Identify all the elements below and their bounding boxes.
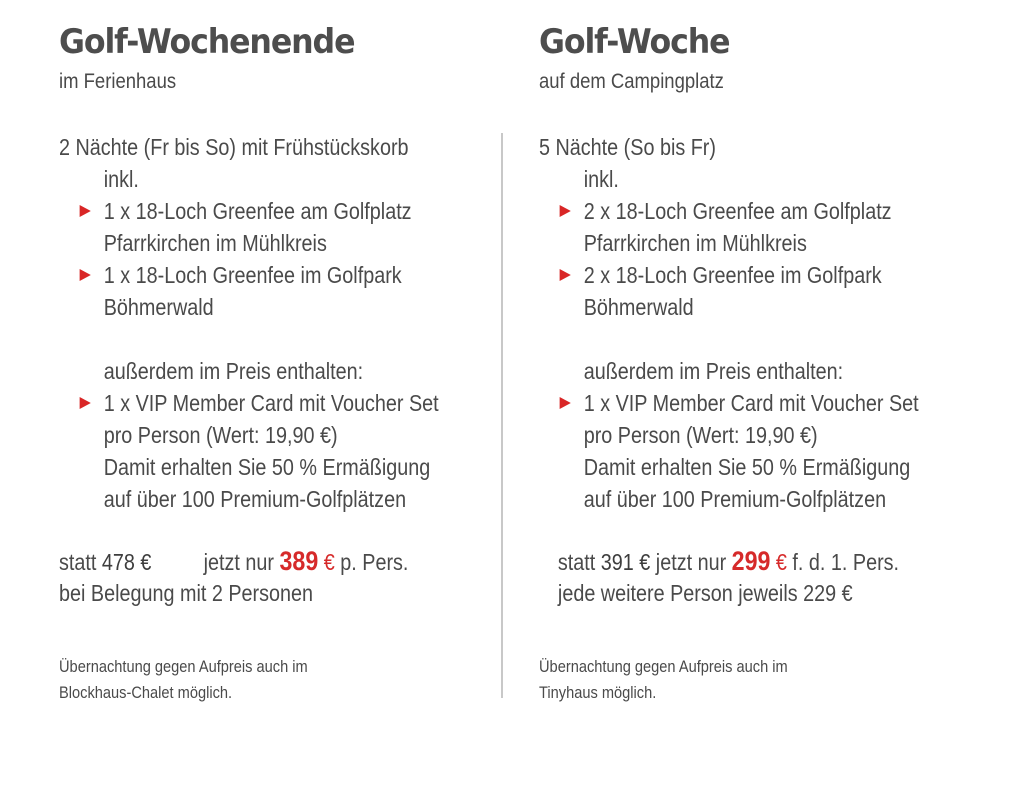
price-line xyxy=(59,545,408,578)
included-item-line: 2 x 18-Loch Greenfee im Golfpark xyxy=(583,262,882,288)
included-item-line: Pfarrkirchen im Mühlkreis xyxy=(583,230,807,256)
extra-item-line: 1 x VIP Member Card mit Voucher Set xyxy=(583,390,919,416)
note-line: Übernachtung gegen Aufpreis auch im xyxy=(59,657,308,676)
extra-item-line: auf über 100 Premium-Golfplätzen xyxy=(583,486,887,512)
triangle-bullet-icon xyxy=(560,269,571,281)
note xyxy=(59,654,308,706)
price-suffix: p. Pers. xyxy=(340,549,409,575)
price-suffix: f. d. 1. Pers. xyxy=(792,549,900,575)
note-line: Blockhaus-Chalet möglich. xyxy=(59,683,233,702)
offer-subtitle: auf dem Campingplatz xyxy=(539,70,724,93)
now-label: jetzt nur xyxy=(655,549,727,575)
extra-heading: außerdem im Preis enthalten: xyxy=(583,358,844,384)
extra-item-line: auf über 100 Premium-Golfplätzen xyxy=(103,486,407,512)
price-line xyxy=(558,545,899,578)
extra-heading: außerdem im Preis enthalten: xyxy=(103,358,364,384)
triangle-bullet-icon xyxy=(560,205,571,217)
statt-label: statt xyxy=(557,549,596,575)
included-item-line: Böhmerwald xyxy=(103,294,214,320)
extra-item-line: Damit erhalten Sie 50 % Ermäßigung xyxy=(583,454,911,480)
note-line: Tinyhaus möglich. xyxy=(539,683,657,702)
extra-item-line: pro Person (Wert: 19,90 €) xyxy=(583,422,818,448)
currency-symbol: € xyxy=(323,549,335,575)
statt-label: statt xyxy=(59,549,97,575)
offer-subtitle: im Ferienhaus xyxy=(59,70,177,93)
old-price: 391 € xyxy=(600,549,651,575)
column-divider xyxy=(501,133,503,698)
new-price: 389 xyxy=(279,546,319,576)
now-label: jetzt nur xyxy=(203,549,275,575)
included-item-line: 2 x 18-Loch Greenfee am Golfplatz xyxy=(583,198,892,224)
note xyxy=(539,654,788,706)
triangle-bullet-icon xyxy=(80,269,91,281)
offer-title: Golf-Woche xyxy=(539,22,730,62)
triangle-bullet-icon xyxy=(80,397,91,409)
offer-title: Golf-Wochenende xyxy=(59,22,355,62)
new-price: 299 xyxy=(731,546,771,576)
intro-text: 2 Nächte (Fr bis So) mit Frühstückskorb xyxy=(59,134,409,160)
extra-item-line: pro Person (Wert: 19,90 €) xyxy=(103,422,338,448)
inkl-label: inkl. xyxy=(103,166,139,192)
extra-item-line: Damit erhalten Sie 50 % Ermäßigung xyxy=(103,454,431,480)
included-item-line: Pfarrkirchen im Mühlkreis xyxy=(103,230,327,256)
currency-symbol: € xyxy=(775,549,787,575)
price-condition: jede weitere Person jeweils 229 € xyxy=(557,580,853,606)
included-item-line: 1 x 18-Loch Greenfee im Golfpark xyxy=(103,262,402,288)
included-item-line: 1 x 18-Loch Greenfee am Golfplatz xyxy=(103,198,412,224)
intro-text: 5 Nächte (So bis Fr) xyxy=(539,134,716,160)
inkl-label: inkl. xyxy=(583,166,619,192)
old-price: 478 € xyxy=(101,549,152,575)
note-line: Übernachtung gegen Aufpreis auch im xyxy=(539,657,788,676)
included-item-line: Böhmerwald xyxy=(583,294,694,320)
triangle-bullet-icon xyxy=(560,397,571,409)
extra-item-line: 1 x VIP Member Card mit Voucher Set xyxy=(103,390,439,416)
price-condition: bei Belegung mit 2 Personen xyxy=(59,580,314,606)
triangle-bullet-icon xyxy=(80,205,91,217)
